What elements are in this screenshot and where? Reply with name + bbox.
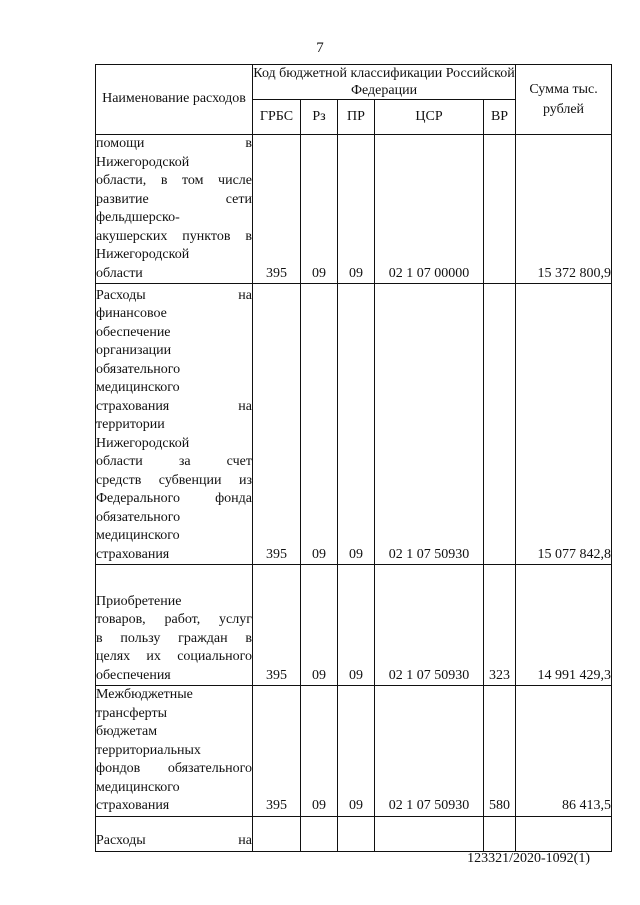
expense-name-line: страхования на [96,398,252,414]
grbs-cell: 395 [253,135,301,284]
expense-name-line: организации [96,343,172,358]
rz-cell [301,816,338,851]
header-grbs: ГРБС [253,100,301,135]
pr-cell: 09 [338,284,375,565]
csr-cell [375,816,484,851]
sum-cell [516,816,612,851]
header-pr: ПР [338,100,375,135]
expense-name-line: обеспечение [96,324,171,340]
rz-cell: 09 [301,135,338,284]
header-name: Наименование расходов [96,65,253,135]
expense-name-line: финансовое [96,306,167,321]
expense-name-line: территории [96,417,165,432]
expense-name-line: Федерального фонда [96,491,252,506]
rz-cell: 09 [301,284,338,565]
expense-name-line: акушерских пунктов в [96,228,252,244]
header-csr: ЦСР [375,100,484,135]
expense-name-line: помощи в [96,136,252,151]
expense-name-line: медицинского [96,528,180,543]
sum-cell: 15 372 800,9 [516,135,612,284]
expense-name-line: медицинского [96,380,180,395]
expense-name [96,135,253,284]
expense-name-line: Приобретение [96,593,182,609]
expense-name-line: Нижегородской [96,154,190,170]
expense-name-line: Расходы на [96,287,252,303]
expense-name-line: Расходы на [96,833,252,848]
csr-cell: 02 1 07 50930 [375,686,484,817]
expense-name-line: целях их социального [96,649,252,664]
expense-name-line: в пользу граждан в [96,630,252,646]
expense-name-line: медицинского [96,779,180,795]
sum-cell: 14 991 429,3 [516,565,612,686]
expense-name-line: обязательного [96,509,181,525]
csr-cell: 02 1 07 00000 [375,135,484,284]
grbs-cell: 395 [253,284,301,565]
expense-name-line: территориальных [96,742,201,758]
vr-cell: 580 [484,686,516,817]
expense-name-line: Нижегородской [96,247,190,262]
header-code-group: Код бюджетной классификации Российской Федерации [253,66,515,98]
expense-name-line: области [96,265,143,281]
rz-cell: 09 [301,565,338,686]
grbs-cell: 395 [253,686,301,817]
expense-name-line: фондов обязательного [96,761,252,776]
budget-table [95,64,612,852]
vr-cell [484,284,516,565]
table-row [96,135,612,284]
expense-name-line: средств субвенции из [96,472,252,488]
expense-name [96,565,253,686]
expense-name-line: товаров, работ, услуг [96,612,252,627]
rz-cell: 09 [301,686,338,817]
sum-cell: 86 413,5 [516,686,612,817]
table-row [96,565,612,686]
expense-name-line: области, в том числе [96,173,252,188]
vr-cell: 323 [484,565,516,686]
pr-cell: 09 [338,135,375,284]
expense-name [96,686,253,817]
pr-cell [338,816,375,851]
page-number: 7 [316,40,324,56]
expense-name-line: Нижегородской [96,435,190,451]
table-row [96,284,612,565]
expense-name-line: области за счет [96,454,252,469]
csr-cell: 02 1 07 50930 [375,565,484,686]
vr-cell [484,816,516,851]
expense-name-line: бюджетам [96,724,158,739]
expense-name-line: обеспечения [96,667,171,683]
table-row [96,686,612,817]
csr-cell: 02 1 07 50930 [375,284,484,565]
expense-name-line: страхования [96,546,170,562]
sum-cell: 15 077 842,8 [516,284,612,565]
table-row [96,816,612,851]
expense-name-line: трансферты [96,705,168,721]
header-rz: Рз [301,100,338,135]
expense-name-line: страхования [96,798,170,813]
expense-name-line: фельдшерско- [96,210,180,225]
vr-cell [484,135,516,284]
document-code: 123321/2020-1092(1) [467,851,590,866]
expense-name-line: обязательного [96,361,181,377]
grbs-cell: 395 [253,565,301,686]
pr-cell: 09 [338,686,375,817]
expense-name-line: Межбюджетные [96,687,193,702]
expense-name [96,284,253,565]
header-vr: ВР [484,100,516,135]
expense-name [96,816,253,851]
grbs-cell [253,816,301,851]
expense-name-line: развитие сети [96,191,252,207]
pr-cell: 09 [338,565,375,686]
header-sum: Сумма тыс. рублей [516,65,612,135]
